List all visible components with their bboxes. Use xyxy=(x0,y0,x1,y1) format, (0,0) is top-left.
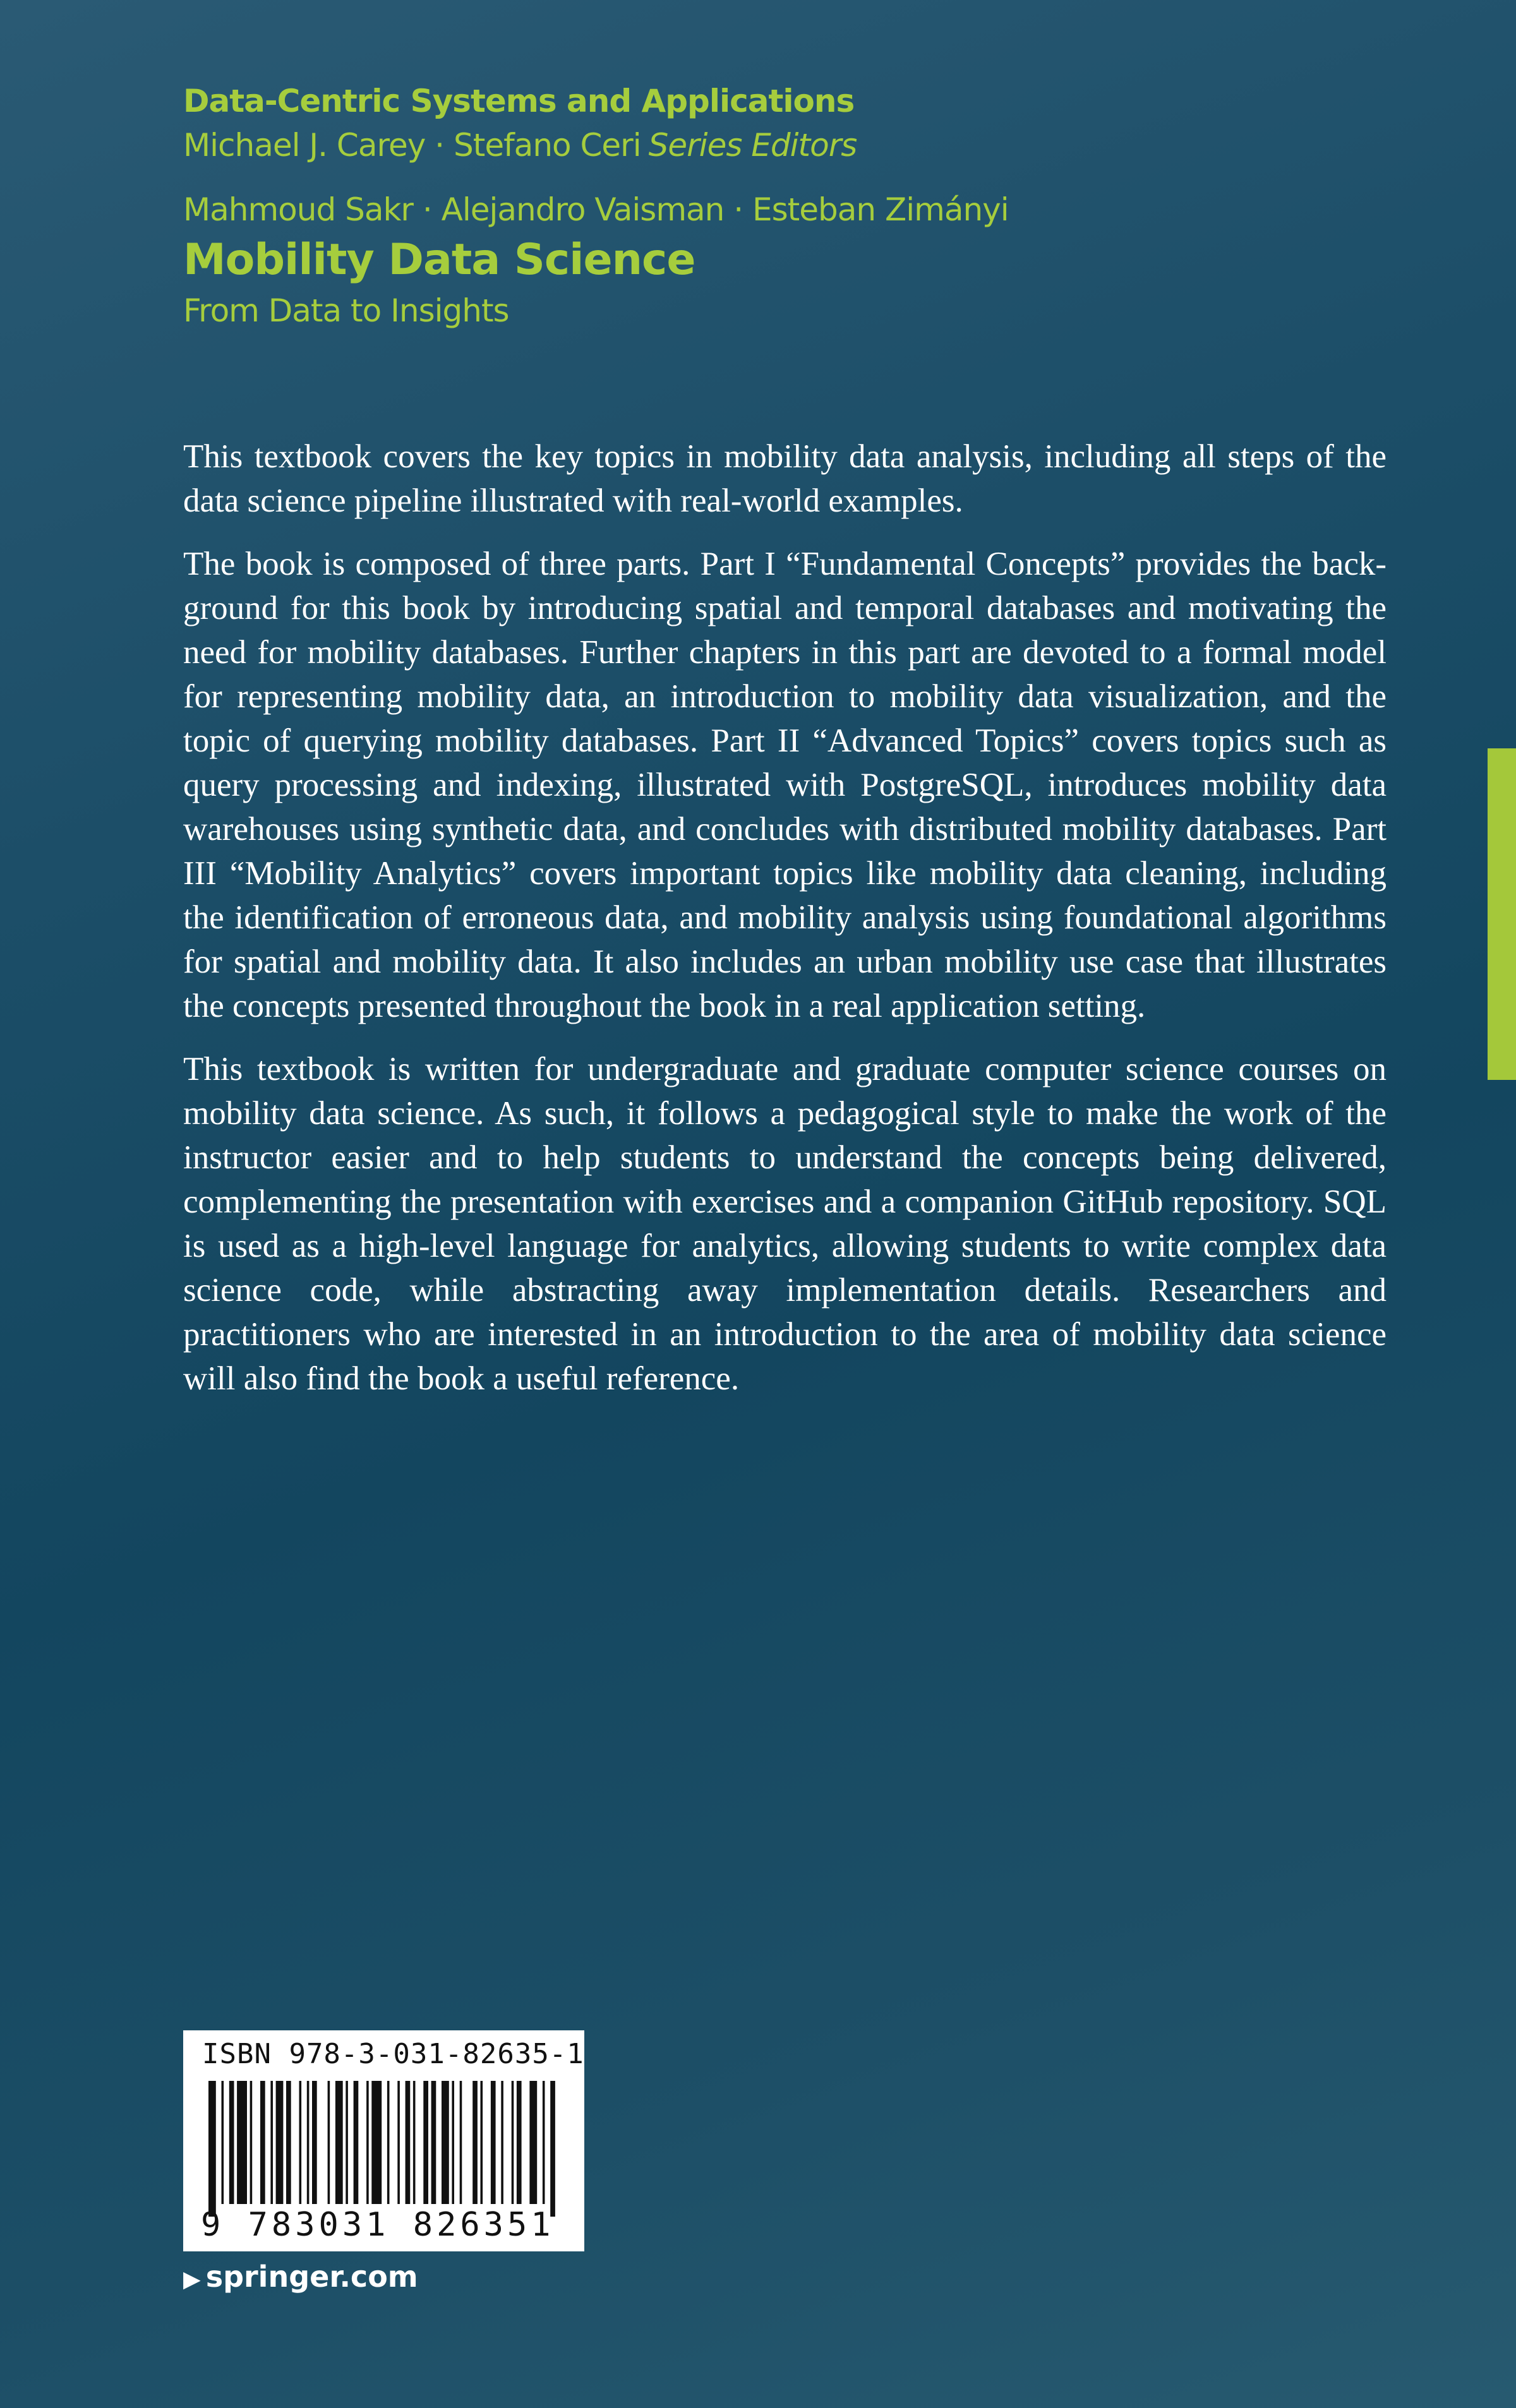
barcode-bar xyxy=(346,2081,348,2204)
barcode-bar xyxy=(366,2081,369,2204)
series-editors-role: Series Editors xyxy=(648,127,857,164)
barcode-bar xyxy=(460,2081,462,2204)
barcode-bar xyxy=(406,2081,411,2204)
barcode-bar xyxy=(276,2081,284,2204)
book-subtitle: From Data to Insights xyxy=(183,292,509,329)
barcode-bar xyxy=(481,2081,483,2204)
book-authors: Mahmoud Sakr · Alejandro Vaisman · Esteban Zimányi xyxy=(183,191,1009,228)
barcode-bar xyxy=(512,2081,514,2204)
barcode-bars xyxy=(208,2081,559,2217)
barcode-bar xyxy=(371,2081,382,2204)
barcode-bar xyxy=(491,2081,496,2204)
barcode-bar xyxy=(501,2081,503,2204)
isbn-barcode xyxy=(183,2030,584,2251)
barcode-bar xyxy=(472,2081,478,2204)
barcode-bar xyxy=(387,2081,390,2204)
publisher-link[interactable] xyxy=(183,2258,418,2299)
barcode-bar xyxy=(517,2081,522,2204)
accent-bar xyxy=(1488,748,1516,1080)
barcode-bar xyxy=(413,2081,416,2204)
barcode-bar xyxy=(423,2081,428,2204)
barcode-bar xyxy=(543,2081,545,2204)
triangle-right-icon: ▶ xyxy=(183,2267,201,2292)
series-editors xyxy=(183,123,1009,167)
barcode-bar xyxy=(335,2081,343,2204)
barcode-bar xyxy=(442,2081,449,2204)
series-title: Data-Centric Systems and Applications xyxy=(183,83,855,119)
series-editors-names: Michael J. Carey · Stefano Ceri xyxy=(183,127,641,164)
barcode-bar xyxy=(431,2081,436,2204)
barcode-bar xyxy=(397,2081,400,2204)
description-paragraph: This textbook covers the key topics in mobility data analysis, including all steps of the data science pipeline illustrated with real-world examples. xyxy=(183,438,1387,519)
barcode-bar xyxy=(237,2081,247,2204)
barcode-bar xyxy=(208,2081,216,2217)
barcode-bar xyxy=(250,2081,253,2204)
description-paragraph: This textbook is written for undergraduate and graduate computer science courses on mobility data science. As such, it follows a pedagogical style to make the work of the instructor easier and to help students to understand the concepts being delivered, complementing the presentation with exercises and a companion GitHub repository. SQL is used as a high-level language for analytics, allowing students to write complex data science code, while abstracting away implementation details. Researchers and practitioners who are interested in an introduction to the area of mobility data science will also find the book a useful reference. xyxy=(183,1051,1387,1397)
barcode-bar xyxy=(328,2081,330,2204)
barcode-bar xyxy=(354,2081,359,2204)
barcode-bar xyxy=(229,2081,234,2204)
barcode-bar xyxy=(307,2081,310,2204)
barcode-bar xyxy=(452,2081,454,2204)
barcode-bar xyxy=(529,2081,537,2204)
barcode-bar xyxy=(270,2081,273,2204)
barcode-bar xyxy=(312,2081,317,2204)
barcode-bar xyxy=(286,2081,291,2204)
barcode-bar xyxy=(550,2081,555,2217)
publisher-url: springer.com xyxy=(205,2260,418,2294)
isbn-label: ISBN 978-3-031-82635-1 xyxy=(202,2038,584,2070)
barcode-digits: 9 783031 826351 xyxy=(201,2206,555,2244)
barcode-bar xyxy=(222,2081,224,2204)
book-title: Mobility Data Science xyxy=(183,235,695,285)
barcode-bar xyxy=(260,2081,265,2204)
description xyxy=(183,434,1387,1420)
description-paragraph: The book is composed of three parts. Part I “Fundamental Concepts” provides the background for this book by introducing spatial and temporal databases and motivating the need for mobility databases. Further chapters in this part are devoted to a formal model for representing mobility data, an introduction to mobility data visualization, and the topic of querying mobility databases. Part II “Advanced Topics” covers topics such as query processing and indexing, illustrated with PostgreSQL, introduces mobility data warehouses using synthetic data, and concludes with distributed mobility databases. Part III “Mobility Analytics” covers important topics like mobility data cleaning, including the identification of erroneous data, and mobility analysis using foundational algorithms for spatial and mobility data. It also includes an urban mobility use case that illustrates the concepts presented throughout the book in a real application setting. xyxy=(183,546,1387,1024)
header-block xyxy=(183,79,1009,333)
barcode-bar xyxy=(299,2081,302,2204)
